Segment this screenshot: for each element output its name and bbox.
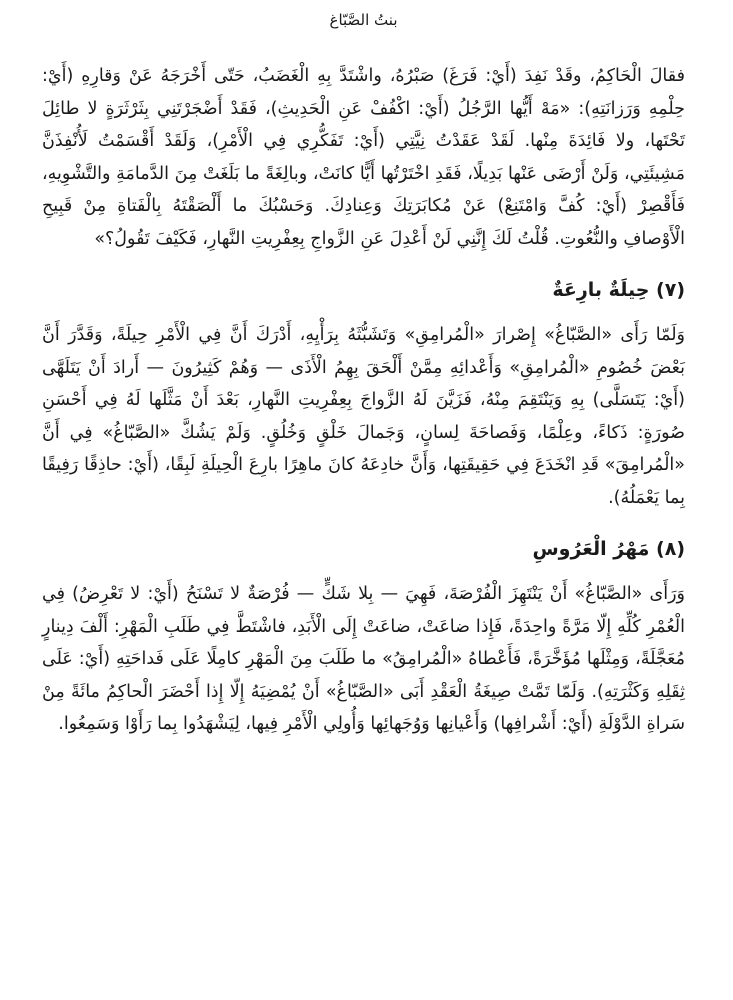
running-header: بنتُ الصَّبّاغ (329, 11, 398, 29)
paragraph-3: وَرَأَى «الصَّبّاغُ» أَنْ يَنْتَهِزَ الْفُرْصَةَ، فَهِيَ — بِلا شَكٍّ — فُرْصَةٌ لا تَسْنَحُ (أَيْ: لا تَعْرِضُ) فِي الْعُمْرِ كُلِّهِ إِلّا مَرَّةً واحِدَةً، فَإِذا ضاعَتْ، ضاعَتْ إِلَى الْأَبَدِ، فاشْتَطَّ فِي طَلَبِ الْمَهْرِ: أَلْفَ دِينارٍ مُعَجَّلَةً، وَمِثْلَها مُؤَخَّرَةً، فَأَعْطاهُ «الْمُرامِقُ» ما طَلَبَ مِنَ الْمَهْرِ كامِلًا عَلَى فَداحَتِهِ (أَيْ: عَلَى ثِقَلِهِ وَكَثْرَتِهِ). وَلَمّا تَمَّتْ صِيغَةُ الْعَقْدِ أَبَى «الصَّبّاغُ» أَنْ يُمْضِيَهُ إِلّا إِذا أَحْضَرَ الْحاكِمُ مائَةً مِنْ سَراةِ الدَّوْلَةِ (أَيْ: أَشْرافِها) وَأَعْيانِها وَوُجَهائِها وَأُولِي الْأَمْرِ فِيها، لِيَشْهَدُوا بِما رَأَوْا وَسَمِعُوا. (42, 584, 685, 734)
paragraph-2: وَلَمّا رَأَى «الصَّبّاغُ» إِصْرارَ «الْمُرامِقِ» وَتَشَبُّثَهُ بِرَأْيِهِ، أَدْرَكَ أَنَّ فِي الْأَمْرِ حِيلَةً، وَقَدَّرَ أَنَّ بَعْضَ خُصُومِ «الْمُرامِقِ» وَأَعْدائِهِ مِمَّنْ أَلْحَقَ بِهِمُ الْأَذَى — وَهُمْ كَثِيرُونَ — أَرادَ أَنْ يَتَلَهَّى (أَيْ: يَتَسَلَّى) بِهِ وَيَنْتَقِمَ مِنْهُ، فَزَيَّنَ لَهُ الزَّواجَ بِعِفْرِيتِ النَّهارِ، بَعْدَ أَنْ مَثَّلَها لَهُ فِي أَحْسَنِ صُورَةٍ: ذَكاءً، وعِلْمًا، وَفَصاحَةَ لِسانٍ، وَجَمالَ خَلْقٍ وَخُلُقٍ. وَلَمْ يَشُكَّ «الصَّبّاغُ» فِي أَنَّ «الْمُرامِقَ» قَدِ انْخَدَعَ فِي حَقِيقَتِها، وَأَنَّ خادِعَهُ كانَ ماهِرًا بارِعَ الْحِيلَةِ لَبِقًا، (أَيْ: حاذِقًا رَفِيقًا بِما يَعْمَلُهُ). (42, 325, 685, 508)
section-heading-8: (٨) مَهْرُ الْعَرُوسِ (532, 538, 685, 560)
paragraph-1: فقالَ الْحَاكِمُ، وقَدْ نَفِدَ (أَيْ: فَرَغَ) صَبْرُهُ، واشْتَدَّ بِهِ الْغَضَبُ، حَتّى أَخْرَجَهُ عَنْ وَقارِهِ (أَيْ: حِلْمِهِ وَرَزانَتِهِ): «مَهْ أَيُّها الرَّجُلُ (أَيْ: اكْفُفْ عَنِ الْحَدِيثِ)، فَقَدْ أَضْجَرْتَنِي بِثَرْثَرَةٍ لا طائِلَ تَحْتَها، ولا فَائِدَةَ مِنْها. لَقَدْ عَقَدْتُ نِيَّتِي (أَيْ: تَفَكُّرِي فِي الْأَمْرِ)، وَلَقَدْ أَقْسَمْتُ لَأُنْفِذَنَّ مَشِيئَتِي، وَلَنْ أَرْضَى عَنْها بَدِيلًا، فَقَدِ اخْتَرْتُها أَيًّا كانَتْ، وبالِغَةً ما بَلَغَتْ مِنَ الدَّمامَةِ والتَّشْوِيهِ، فَأَقْصِرْ (أَيْ: كُفَّ وَامْتَنِعْ) عَنْ مُكابَرَتِكَ وَعِنادِكَ. وَحَسْبُكَ ما أَلْصَقْتَهُ بِالْفَتاةِ مِنْ قَبِيحِ الْأَوْصافِ والنُّعُوتِ. قُلْتُ لَكَ إِنَّنِي لَنْ أَعْدِلَ عَنِ الزَّواجِ بِعِفْرِيتِ النَّهارِ، فَكَيْفَ تَقُولُ؟» (42, 66, 685, 249)
section-heading-7: (٧) حِيلَةٌ بارِعَةٌ (552, 279, 685, 301)
